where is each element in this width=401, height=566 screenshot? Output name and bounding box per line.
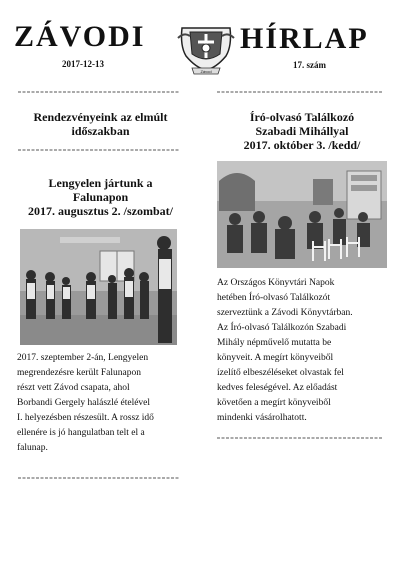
body-line: falunap.	[17, 443, 48, 453]
divider-bottom-right	[217, 436, 383, 440]
article-title-line: Szabadi Mihállyal	[255, 124, 349, 138]
article-title-line: Lengyelen jártunk a	[48, 176, 153, 190]
article-title-line: 2017. október 3. /kedd/	[243, 138, 361, 152]
body-line: ízelítő elbeszéléseket olvastak fel	[217, 368, 344, 378]
body-line: Az Országos Könyvtári Napok	[217, 278, 335, 288]
body-line: követően a megírt könyveiből	[217, 398, 331, 408]
body-line: 2017. szeptember 2-án, Lengyelen	[17, 353, 149, 363]
body-line: mindenki vásárolhatott.	[217, 413, 307, 423]
divider-top-left	[18, 90, 180, 94]
body-line: szerveztünk a Závodi Könyvtárban.	[217, 308, 353, 318]
masthead-title-right: HÍRLAP	[240, 22, 369, 55]
article-title-falunap	[18, 176, 183, 218]
body-line: megrendezésre került Falunapon	[17, 368, 141, 378]
body-line: I. helyezésben részesült. A rossz idő	[17, 413, 154, 423]
section-heading	[18, 110, 183, 138]
article-title-line: Falunapon	[72, 190, 129, 204]
masthead-title-left: ZÁVODI	[14, 20, 146, 53]
body-line: hetében Író-olvasó Találkozót	[217, 293, 331, 303]
body-line: könyveit. A megírt könyveiből	[217, 353, 334, 363]
iro-olvaso-article-body	[217, 276, 385, 426]
falunap-article-body	[17, 351, 185, 456]
divider-top-right	[217, 90, 383, 94]
divider-left-mid	[18, 148, 180, 152]
section-heading-line: időszakban	[71, 124, 130, 138]
body-line: részt vett Závod csapata, ahol	[17, 383, 130, 393]
falunap-group-photo	[20, 229, 177, 345]
village-crest-icon	[176, 20, 236, 76]
issue-number: 17. szám	[293, 60, 326, 70]
article-title-line: 2017. augusztus 2. /szombat/	[27, 204, 173, 218]
article-title-iro-olvaso	[217, 110, 387, 152]
body-line: Mihály népművelő mutatta be	[217, 338, 332, 348]
issue-date: 2017-12-13	[62, 59, 104, 69]
iro-olvaso-audience-photo	[217, 161, 387, 268]
section-heading-line: Rendezvényeink az elmúlt	[33, 110, 168, 124]
body-line: Borbandi Gergely halászlé ételével	[17, 398, 151, 408]
article-title-line: Író-olvasó Találkozó	[249, 110, 355, 124]
body-line: ellenére is jó hangulatban telt el a	[17, 428, 145, 438]
divider-bottom-left	[18, 476, 180, 480]
crest-banner-text: Závod	[200, 69, 212, 74]
body-line: kedves feleségével. Az előadást	[217, 383, 338, 393]
body-line: Az Író-olvasó Találkozón Szabadi	[217, 323, 347, 333]
